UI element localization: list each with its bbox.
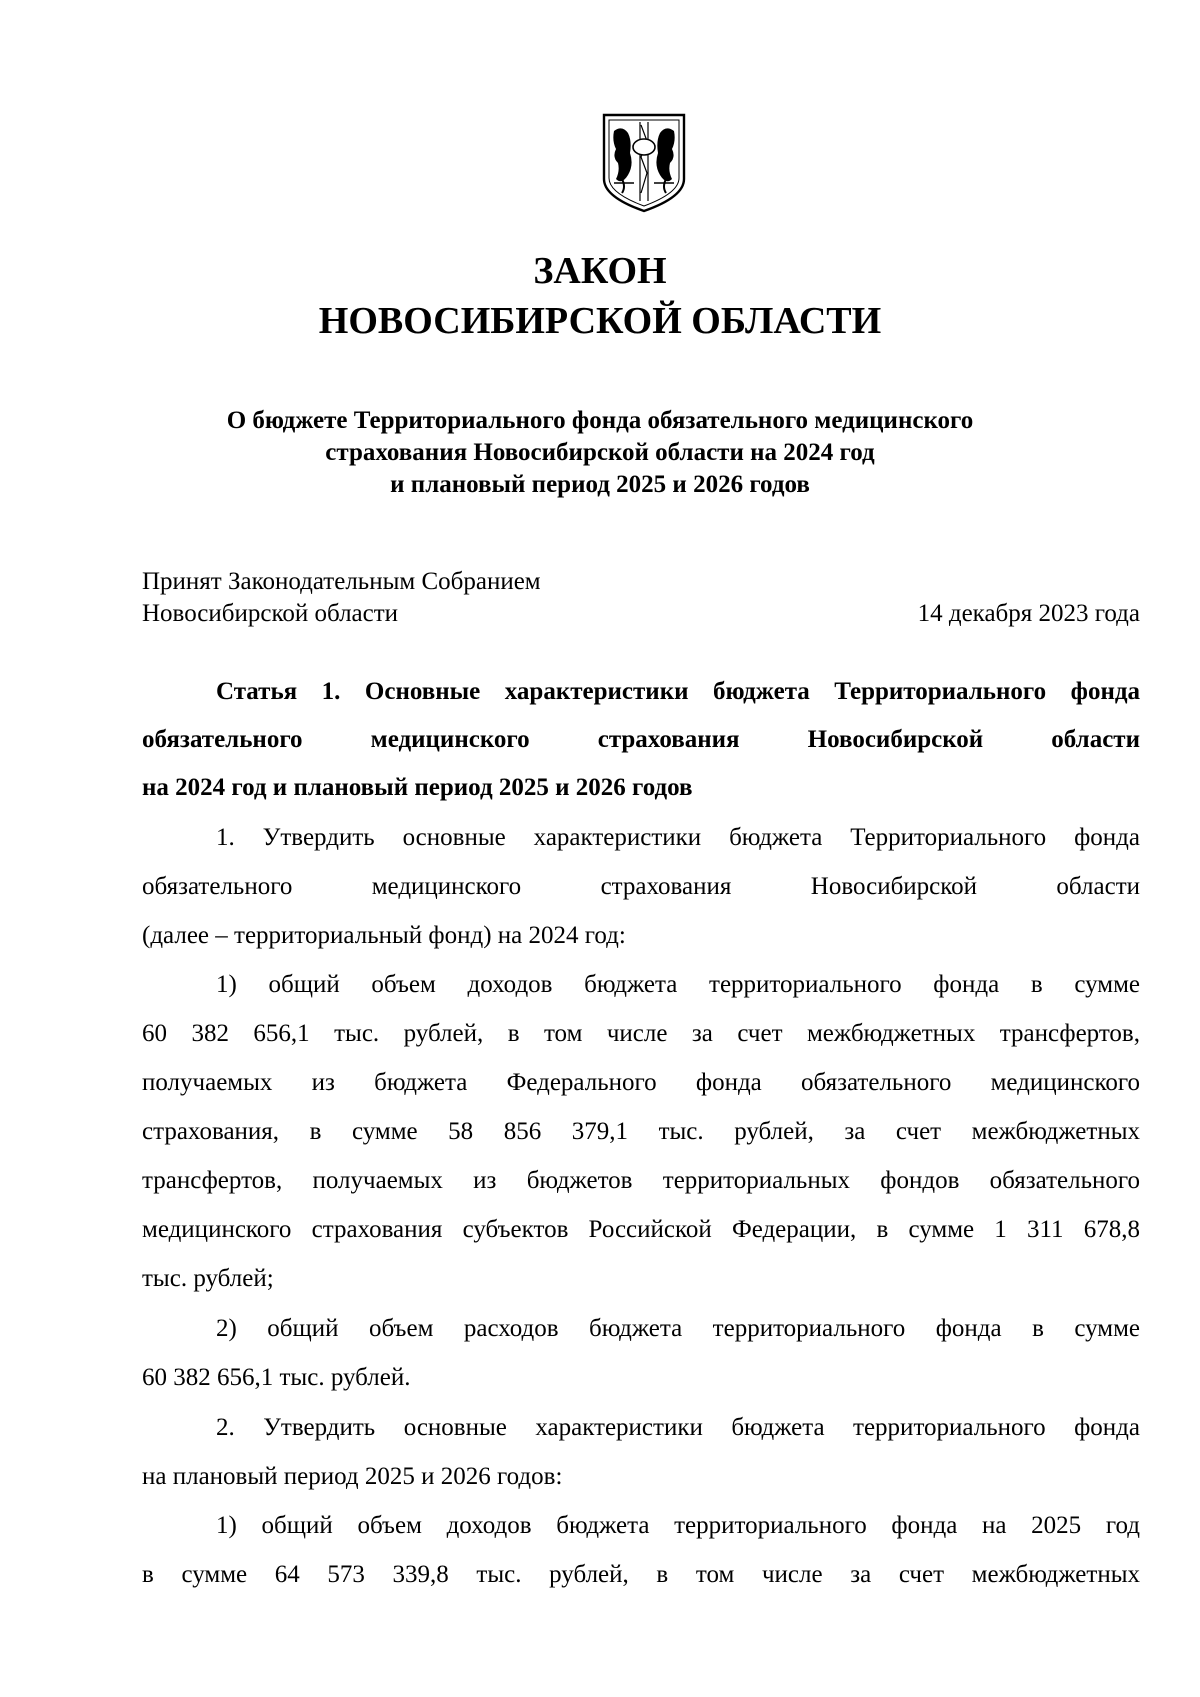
subparagraph-1-2-line-1: 2) общий объем расходов бюджета территориального фонда в сумме xyxy=(216,1315,1140,1342)
subparagraph-1-1-line-7: тыс. рублей; xyxy=(142,1265,274,1292)
subparagraph-1-1-line-4: страхования, в сумме 58 856 379,1 тыс. рублей, за счет межбюджетных xyxy=(142,1118,1140,1145)
paragraph-2-line-2: на плановый период 2025 и 2026 годов: xyxy=(142,1463,563,1490)
article-heading-line-3: на 2024 год и плановый период 2025 и 2026 годов xyxy=(142,774,693,801)
subparagraph-1-1-line-2: 60 382 656,1 тыс. рублей, в том числе за счет межбюджетных трансфертов, xyxy=(142,1020,1140,1047)
subparagraph-2-1-line-1: 1) общий объем доходов бюджета территориального фонда на 2025 год xyxy=(216,1512,1140,1539)
subparagraph-1-1-line-5: трансфертов, получаемых из бюджетов территориальных фондов обязательного xyxy=(142,1167,1140,1194)
law-title-line-1: ЗАКОН xyxy=(533,250,667,292)
adoption-date: 14 декабря 2023 года xyxy=(917,600,1140,627)
subparagraph-1-1-line-1: 1) общий объем доходов бюджета территориального фонда в сумме xyxy=(216,971,1140,998)
paragraph-1-line-3: (далее – территориальный фонд) на 2024 год: xyxy=(142,922,626,949)
subparagraph-2-1-line-2: в сумме 64 573 339,8 тыс. рублей, в том числе за счет межбюджетных xyxy=(142,1561,1140,1588)
article-heading-line-2: обязательного медицинского страхования Новосибирской области xyxy=(142,726,1140,753)
article-heading-line-1: Статья 1. Основные характеристики бюджета Территориального фонда xyxy=(216,678,1140,705)
adoption-body-line-1: Принят Законодательным Собранием xyxy=(142,568,541,595)
adoption-body-line-2: Новосибирской области xyxy=(142,600,399,627)
subparagraph-1-1-line-3: получаемых из бюджета Федерального фонда обязательного медицинского xyxy=(142,1069,1140,1096)
subparagraph-1-2-line-2: 60 382 656,1 тыс. рублей. xyxy=(142,1364,411,1391)
subparagraph-1-1-line-6: медицинского страхования субъектов Российской Федерации, в сумме 1 311 678,8 xyxy=(142,1216,1140,1243)
law-subject-line-2: страхования Новосибирской области на 2024 год xyxy=(325,439,875,466)
law-subject-line-3: и плановый период 2025 и 2026 годов xyxy=(390,471,810,498)
paragraph-2-line-1: 2. Утвердить основные характеристики бюджета территориального фонда xyxy=(216,1414,1140,1441)
paragraph-1-line-2: обязательного медицинского страхования Новосибирской области xyxy=(142,873,1140,900)
law-subject-line-1: О бюджете Территориального фонда обязательного медицинского xyxy=(226,407,974,434)
coat-of-arms-icon xyxy=(600,113,688,213)
paragraph-1-line-1: 1. Утвердить основные характеристики бюджета Территориального фонда xyxy=(216,824,1140,851)
law-title-line-2: НОВОСИБИРСКОЙ ОБЛАСТИ xyxy=(318,300,882,342)
